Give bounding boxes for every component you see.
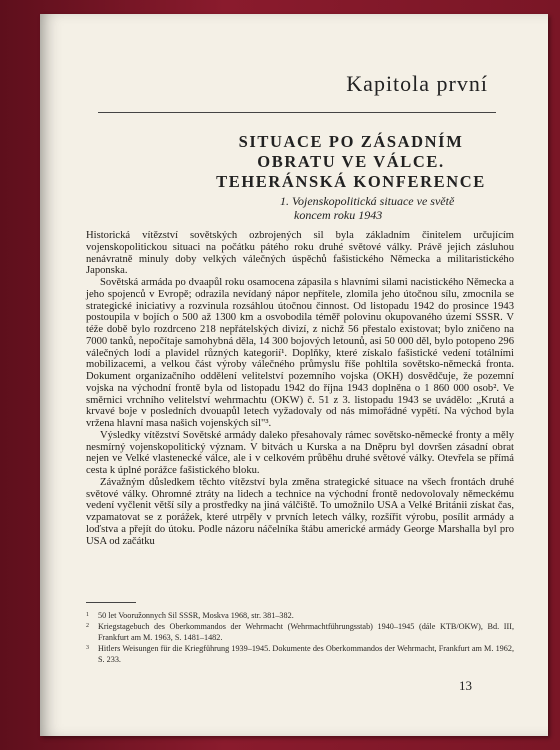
section-title-line: 1. Vojenskopolitická situace ve světě bbox=[280, 194, 455, 208]
footnote-text: Hitlers Weisungen für die Kriegführung 1939–1945. Dokumente des Oberkommandos der Wehrmacht, Frankfurt am M. 1962, S. 233. bbox=[98, 644, 514, 664]
body-text bbox=[86, 230, 514, 547]
footnote-text: Kriegstagebuch des Oberkommandos der Wehrmacht (Wehrmachtführungsstab) 1940–1945 (dále KTB/OKW), Bd. III, Frankfurt am M. 1963, S. 1481–1482. bbox=[98, 622, 514, 642]
page-number: 13 bbox=[459, 678, 472, 693]
section-title bbox=[280, 194, 480, 222]
chapter-rule bbox=[98, 112, 496, 113]
section-title-line: koncem roku 1943 bbox=[294, 208, 383, 222]
footnote bbox=[86, 643, 514, 665]
main-title-line: SITUACE PO ZÁSADNÍM bbox=[238, 132, 464, 151]
paragraph: Závažným důsledkem těchto vítězství byla změna strategické situace na všech frontách druhé světové války. Ohromné ztráty na lidech a technice na východní frontě nedovolovaly německému vedení vyčlenit větší síly a prostředky na jiná válčiště. To umožnilo USA a Velké Británii získat čas, vzpamatovat se z porážek, které utrpěly v prvních letech války, rozšířit výrobu, posílit armády a loďstva a přejít do útoku. Podle názoru náčelníka štábu americké armády George Marshalla byl pro USA od začátku bbox=[86, 476, 514, 547]
main-title-line: TEHERÁNSKÁ KONFERENCE bbox=[216, 172, 486, 191]
paragraph: Výsledky vítězství Sovětské armády daleko přesahovaly rámec sovětsko-německé fronty a měly nesmírný vojenskopolitický význam. V bitvách u Kurska a na Dněpru byl dovršen zásadní obrat nejen ve Velké vlastenecké válce, ale i v celkovém průběhu druhé světové války. Otevřela se přímá cesta k úplné porážce fašistického bloku. bbox=[86, 429, 514, 476]
main-title bbox=[210, 132, 492, 192]
footnotes bbox=[86, 610, 514, 665]
footnote-number: 3 bbox=[86, 645, 89, 651]
footnote bbox=[86, 610, 514, 621]
footnote bbox=[86, 621, 514, 643]
book-page bbox=[40, 14, 548, 736]
paragraph: Historická vítězství sovětských ozbrojených sil byla základním činitelem určujícím vojenskopolitickou situaci na počátku pátého roku druhé světové války. Právě jejich zásluhou nenávratně minuly doby velkých válečných úspěchů fašistického Německa a militaristického Japonska. bbox=[86, 230, 514, 277]
footnote-rule bbox=[86, 602, 136, 603]
main-title-line: OBRATU VE VÁLCE. bbox=[257, 152, 445, 171]
footnote-text: 50 let Vooružonnych Sil SSSR, Moskva 1968, str. 381–382. bbox=[98, 611, 294, 620]
footnote-number: 1 bbox=[86, 612, 89, 618]
footnote-number: 2 bbox=[86, 623, 89, 629]
chapter-heading: Kapitola první bbox=[346, 71, 488, 96]
paragraph: Sovětská armáda po dvaapůl roku osamocena zápasila s hlavními silami nacistického Německa a jeho spojenců v Evropě; odrazila nevídaný nápor nepřítele, zlomila jeho útočnou sílu, zmocnila se strategické iniciativy a rozvinula rozsáhlou útočnou činnost. Od listopadu 1942 do prosince 1943 postoupila v bojích o 500 až 1300 km a osvobodila téměř polovinu okupovaného území SSSR. V téže době bylo rozdrceno 218 nepřátelských divizí, z nichž 56 přestalo existovat; bylo zničeno na 7000 tanků, nepočítaje samohybná děla, 14 300 bojových letounů, asi 50 000 děl, bylo potopeno 296 válečných lodí a plavidel různých kategorií¹. Doplňky, které získalo fašistické vedení totálními mobilizacemi, a velkou část výroby válečného průmyslu říše pohltila sovětsko-německá fronta. Dokument organizačního oddělení velitelství pozemního vojska (OKH) dosvědčuje, že pozemní vojska na východní frontě byla od listopadu 1942 do října 1943 doplněna o 1 860 000 osob². Ve směrnici vrchního velitelství wehrmachtu (OKW) č. 51 z 3. listopadu 1943 se uvádělo: „Krutá a krvavé boje v posledních dvouapůl letech vyžadovaly od nás mimořádné vypětí. Na východ byla vržena hlavní masa našich vojenských sil"³. bbox=[86, 277, 514, 429]
